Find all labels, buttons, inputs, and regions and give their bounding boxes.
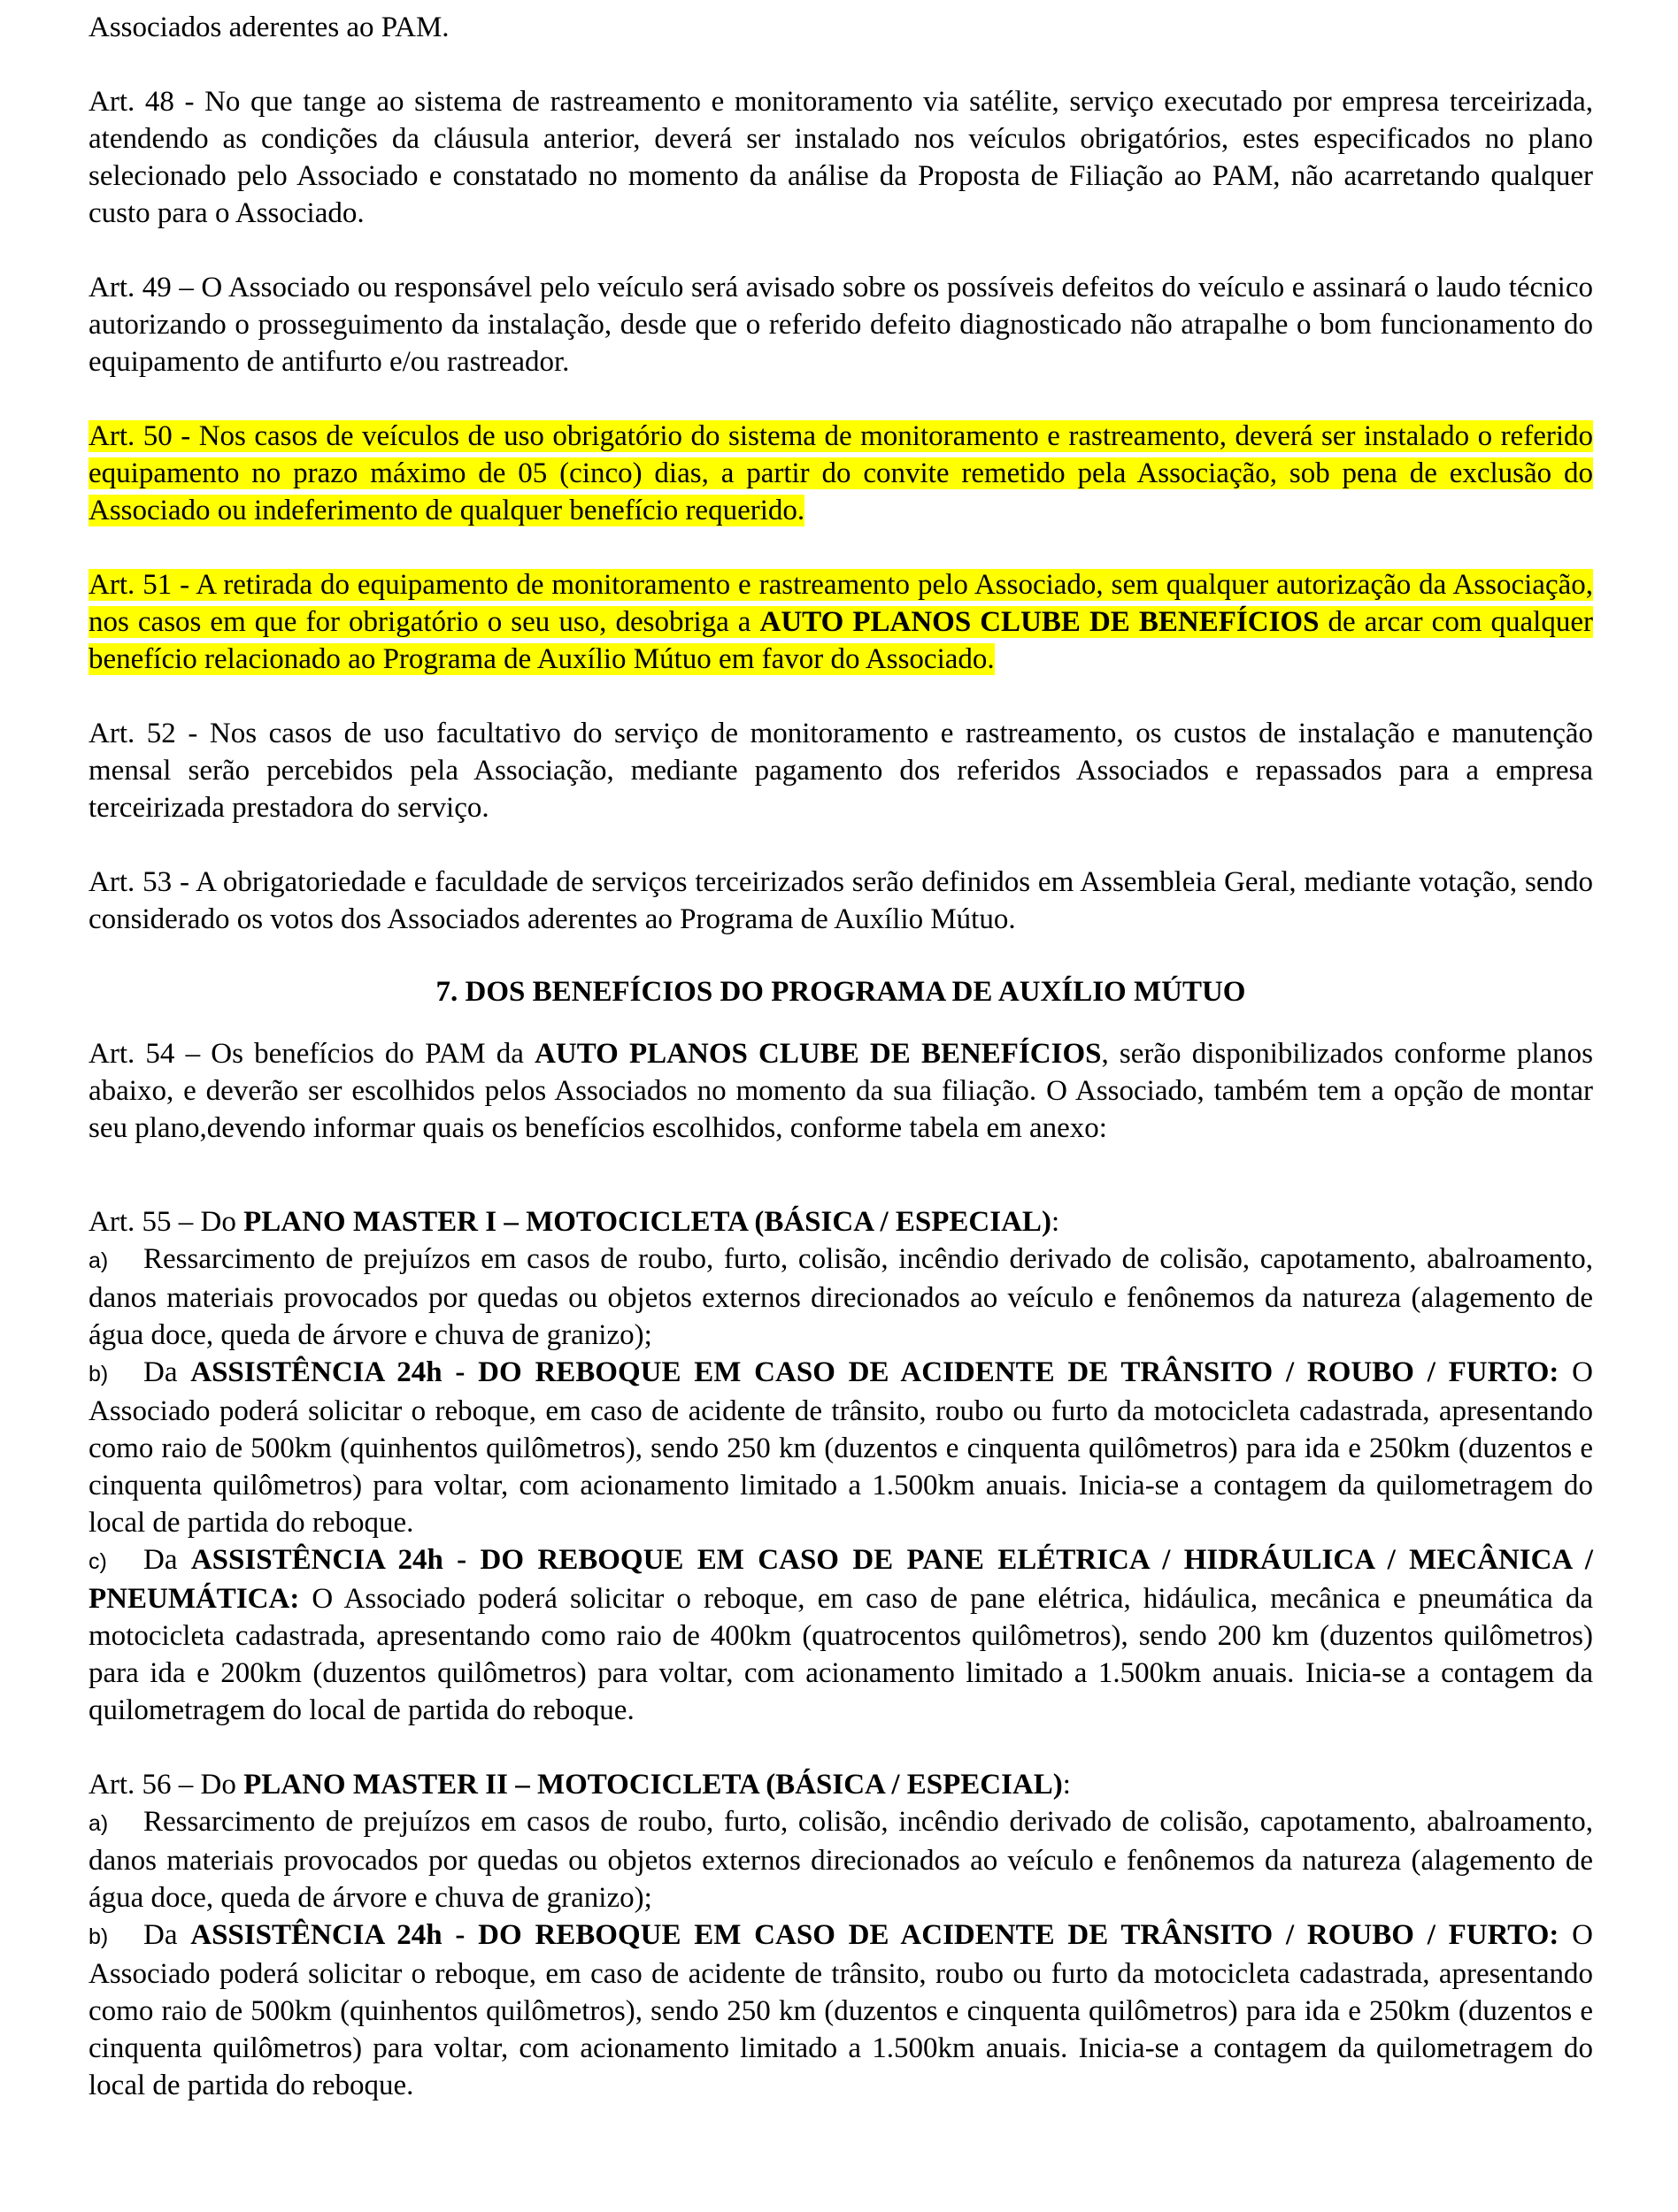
article-48: Art. 48 - No que tange ao sistema de rastreamento e monitoramento via satélite, serviço executado por empresa terceirizada, atendendo as condições da cláusula anterior, deverá ser instalado nos veículos obrigatórios, estes especificados no plano selecionado pelo Associado e constatado no momento da análise da Proposta de Filiação ao PAM, não acarretando qualquer custo para o Associado. [89,86,1593,229]
article-55-item-b-text: O Associado poderá solicitar o reboque, em caso de acidente de trânsito, roubo ou furto da motocicleta cadastrada, apresentando como raio de 500km (quinhentos quilômetros), sendo 250 km (duzentos e cinquenta quilômetros) para ida e 250km (duzentos e cinquenta quilômetros) para voltar, com acionamento limitado a 1.500km anuais. Inicia-se a contagem da quilometragem do local de partida do reboque. [89,1356,1593,1539]
article-56-item-b [89,1916,1593,2104]
article-49: Art. 49 – O Associado ou responsável pelo veículo será avisado sobre os possíveis defeitos do veículo e assinará o laudo técnico autorizando o prosseguimento da instalação, desde que o referido defeito diagnosticado não atrapalhe o bom funcionamento do equipamento de antifurto e/ou rastreador. [89,272,1593,378]
article-54-text-2: , serão disponibilizados conforme planos abaixo, e deverão ser escolhidos pelos Associados no momento da sua filiação. O Associado, também tem a opção de montar seu plano,devendo informar quais os benefícios escolhidos, conforme tabela em anexo: [89,1038,1594,1144]
article-55-item-b [89,1354,1593,1541]
article-56-item-a-text: Ressarcimento de prejuízos em casos de roubo, furto, colisão, incêndio derivado de colisão, capotamento, abalroamento, danos materiais provocados por quedas ou objetos externos direcionados ao veículo e fenônemos da natureza (alagemento de água doce, queda de árvore e chuva de granizo); [89,1806,1593,1914]
item-letter-b: b) [89,1362,109,1386]
item-letter-a: a) [89,1811,109,1836]
article-56-item-a [89,1803,1593,1916]
article-55-plan-name: PLANO MASTER I – MOTOCICLETA (BÁSICA / ESPECIAL) [243,1206,1051,1238]
article-55-colon: : [1051,1206,1060,1238]
article-55-item-c-text: O Associado poderá solicitar o reboque, em caso de pane elétrica, hidáulica, mecânica e pneumática da motocicleta cadastrada, apresentando como raio de 400km (quatrocentos quilômetros), sendo 200 km (duzentos quilômetros) para ida e 200km (duzentos quilômetros) para voltar, com acionamento limitado a 1.500km anuais. Inicia-se a contagem da quilometragem do local de partida do reboque. [89,1583,1593,1726]
article-55-item-c [89,1541,1593,1729]
article-55-prefix: Art. 55 – Do [89,1206,244,1238]
article-53: Art. 53 - A obrigatoriedade e faculdade de serviços terceirizados serão definidos em Assembleia Geral, mediante votação, sendo considerado os votos dos Associados aderentes ao Programa de Auxílio Mútuo. [89,866,1593,935]
article-55-item-b-prefix: Da [143,1356,191,1388]
article-55-item-a-text: Ressarcimento de prejuízos em casos de roubo, furto, colisão, incêndio derivado de colisão, capotamento, abalroamento, danos materiais provocados por quedas ou objetos externos direcionados ao veículo e fenônemos da natureza (alagemento de água doce, queda de árvore e chuva de granizo); [89,1243,1593,1351]
article-54-company-name: AUTO PLANOS CLUBE DE BENEFÍCIOS [535,1038,1102,1070]
section-heading: 7. DOS BENEFÍCIOS DO PROGRAMA DE AUXÍLIO MÚTUO [435,976,1246,1008]
article-54 [89,1035,1593,1147]
article-56-item-b-title: ASSISTÊNCIA 24h - DO REBOQUE EM CASO DE ACIDENTE DE TRÂNSITO / ROUBO / FURTO: [190,1919,1559,1951]
article-55-intro [89,1203,1593,1240]
item-letter-b: b) [89,1924,109,1949]
article-56-item-b-prefix: Da [143,1919,191,1951]
article-51-text-1: Art. 51 - A retirada do equipamento de monitoramento e rastreamento pelo Associado, sem qualquer autorização da Associação, nos casos em que for obrigatório o seu uso, desobriga a [89,569,1593,638]
article-56-colon: : [1062,1769,1071,1801]
article-55-item-a [89,1240,1593,1354]
article-51-company-name: AUTO PLANOS CLUBE DE BENEFÍCIOS [759,606,1320,638]
article-56-item-b-text: O Associado poderá solicitar o reboque, em caso de acidente de trânsito, roubo ou furto da motocicleta cadastrada, apresentando como raio de 500km (quinhentos quilômetros), sendo 250 km (duzentos e cinquenta quilômetros) para ida e 250km (duzentos e cinquenta quilômetros) para voltar, com acionamento limitado a 1.500km anuais. Inicia-se a contagem da quilometragem do local de partida do reboque. [89,1919,1593,2101]
article-55-item-c-prefix: Da [143,1544,191,1576]
article-50 [89,418,1593,529]
article-51-highlighted-text [89,569,1593,675]
article-56-intro [89,1766,1593,1803]
article-51-text-2: de arcar com qualquer benefício relacionado ao Programa de Auxílio Mútuo em favor do Associado. [89,606,1593,675]
article-52: Art. 52 - Nos casos de uso facultativo do serviço de monitoramento e rastreamento, os custos de instalação e manutenção mensal serão percebidos pela Associação, mediante pagamento dos referidos Associados e repassados para a empresa terceirizada prestadora do serviço. [89,718,1593,824]
item-letter-a: a) [89,1248,109,1273]
article-55-item-c-title: ASSISTÊNCIA 24h - DO REBOQUE EM CASO DE PANE ELÉTRICA / HIDRÁULICA / MECÂNICA / PNEUMÁTICA: [89,1544,1593,1615]
continuation-line: Associados aderentes ao PAM. [89,12,450,43]
article-56-prefix: Art. 56 – Do [89,1769,244,1801]
item-letter-c: c) [89,1549,107,1574]
article-54-text-1: Art. 54 – Os benefícios do PAM da [89,1038,535,1070]
article-50-highlighted-text: Art. 50 - Nos casos de veículos de uso obrigatório do sistema de monitoramento e rastreamento, deverá ser instalado o referido equipamento no prazo máximo de 05 (cinco) dias, a partir do convite remetido pela Associação, sob pena de exclusão do Associado ou indeferimento de qualquer benefício requerido. [89,420,1593,526]
article-55-item-b-title: ASSISTÊNCIA 24h - DO REBOQUE EM CASO DE ACIDENTE DE TRÂNSITO / ROUBO / FURTO: [190,1356,1559,1388]
article-51 [89,566,1593,678]
article-56-plan-name: PLANO MASTER II – MOTOCICLETA (BÁSICA / ESPECIAL) [243,1769,1063,1801]
